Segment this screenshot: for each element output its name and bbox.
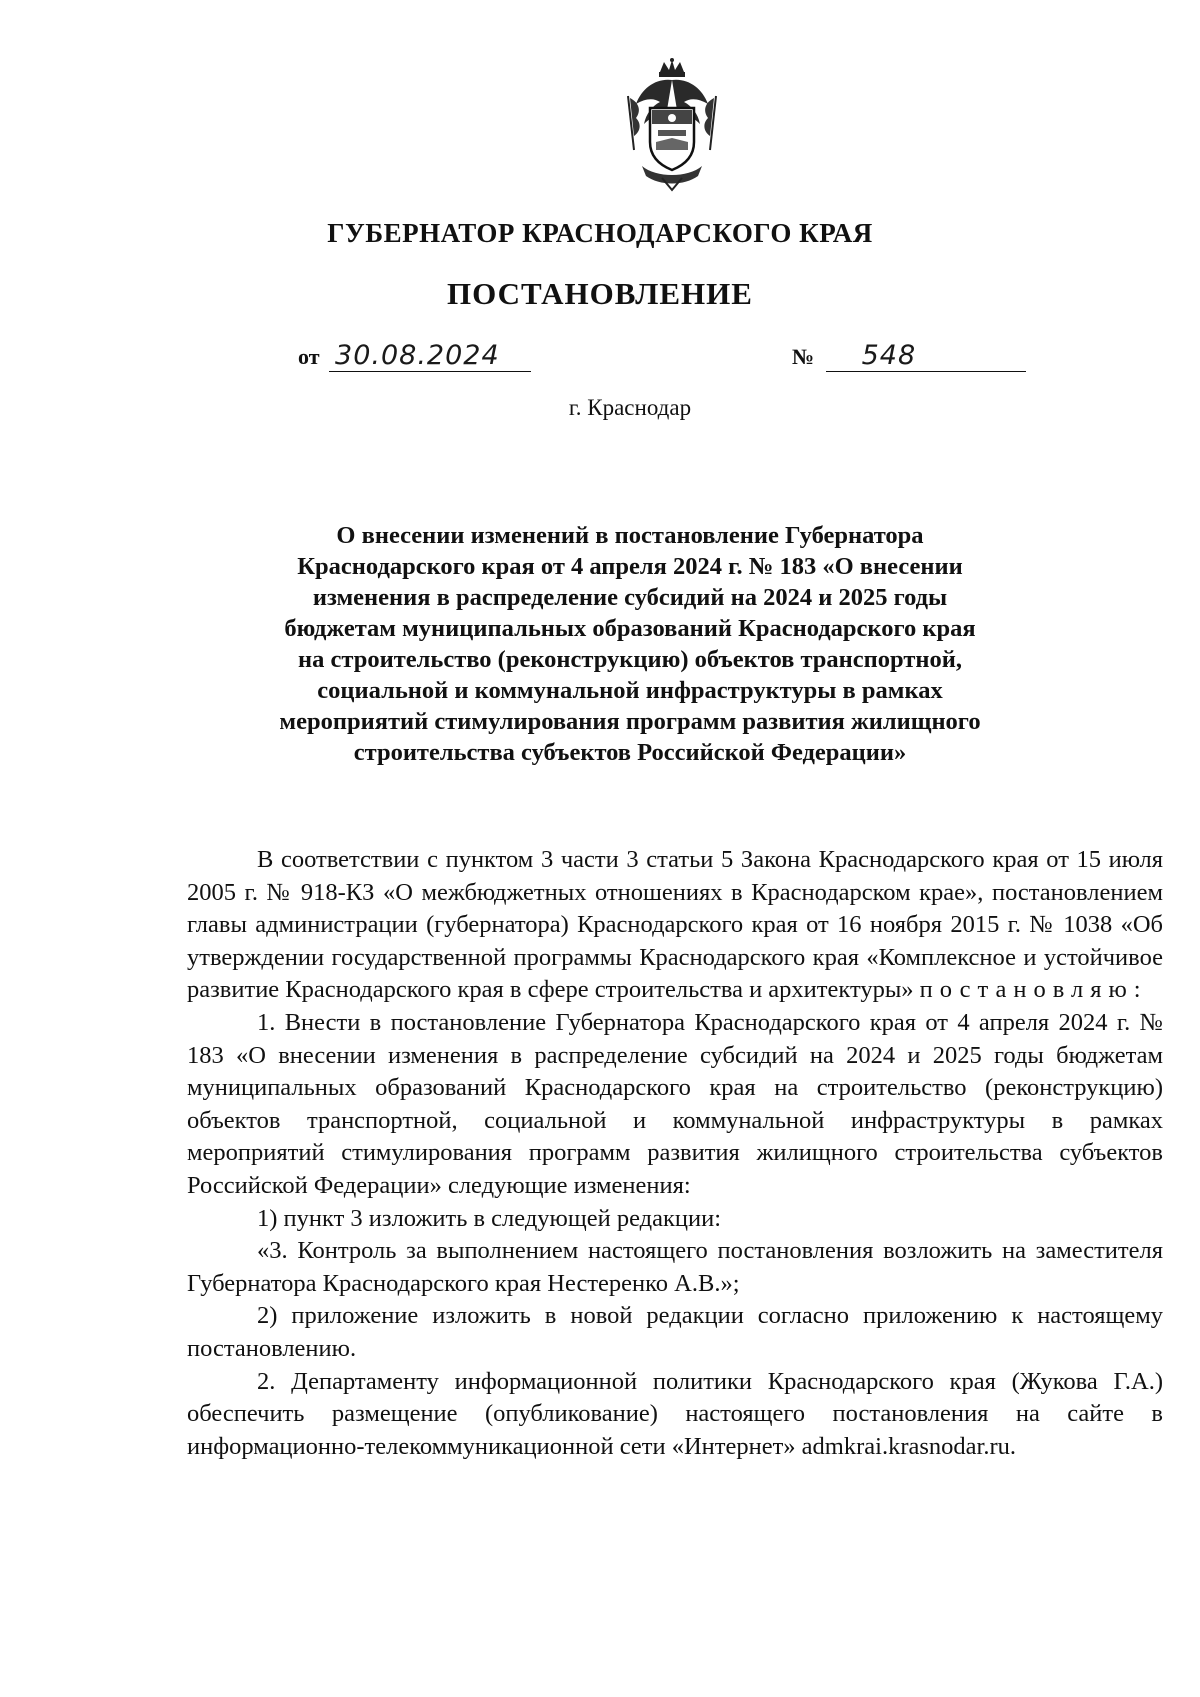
item-1-2-paragraph: 2) приложение изложить в новой редакции согласно приложению к настоящему постановлению. <box>187 1302 1163 1362</box>
date-value: 30.08.2024 <box>329 340 531 372</box>
title-line: бюджетам муниципальных образований Краснодарского края <box>284 615 976 642</box>
number-prefix: № <box>792 344 815 369</box>
number-value: 548 <box>826 340 1026 372</box>
item-1-1-paragraph: 1) пункт 3 изложить в следующей редакции: <box>257 1204 722 1232</box>
document-body <box>187 844 1163 1463</box>
title-line: социальной и коммунальной инфраструктуры в рамках <box>317 677 943 704</box>
title-line: строительства субъектов Российской Федерации» <box>353 739 907 766</box>
date-line <box>298 340 531 372</box>
title-line: Краснодарского края от 4 апреля 2024 г. № 183 «О внесении <box>297 553 963 580</box>
title-line: О внесении изменений в постановление Губернатора <box>336 522 924 549</box>
item-1-paragraph: 1. Внести в постановление Губернатора Краснодарского края от 4 апреля 2024 г. № 183 «О внесении изменения в распределение субсидий на 2024 и 2025 годы бюджетам муниципальных образований Краснодарского края на строительство (реконструкцию) объектов транспортной, социальной и коммунальной инфраструктуры в рамках мероприятий стимулирования программ развития жилищного строительства субъектов Российской Федерации» следующие изменения: <box>187 1008 1163 1199</box>
title-line: на строительство (реконструкцию) объектов транспортной, <box>298 646 962 673</box>
title-line: изменения в распределение субсидий на 2024 и 2025 годы <box>312 584 948 611</box>
krasnodar-krai-coat-of-arms-icon <box>612 58 732 193</box>
authority-heading: ГУБЕРНАТОР КРАСНОДАРСКОГО КРАЯ <box>327 218 873 248</box>
item-1-1-text-paragraph: «3. Контроль за выполнением настоящего постановления возложить на заместителя Губернатора Краснодарского края Нестеренко А.В.»; <box>187 1237 1163 1297</box>
resolve-word: постановляю: <box>919 976 1148 1004</box>
item-2-paragraph: 2. Департаменту информационной политики Краснодарского края (Жукова Г.А.) обеспечить размещение (опубликование) настоящего постановления на сайте в информационно-телекоммуникационной сети «Интернет» admkrai.krasnodar.ru. <box>187 1367 1163 1460</box>
title-line: мероприятий стимулирования программ развития жилищного <box>279 708 981 735</box>
preamble-paragraph <box>187 844 1163 1007</box>
number-line <box>792 340 1026 372</box>
city-line: г. Краснодар <box>568 395 692 420</box>
preamble-text: В соответствии с пунктом 3 части 3 статьи 5 Закона Краснодарского края от 15 июля 2005 г. № 918-КЗ «О межбюджетных отношениях в Краснодарском крае», постановлением главы администрации (губернатора) Краснодарского края от 16 ноября 2015 г. № 1038 «Об утверждении государственной программы Краснодарского края «Комплексное и устойчивое развитие Краснодарского края в сфере строительства и архитектуры» <box>187 846 1163 1004</box>
document-type-heading: ПОСТАНОВЛЕНИЕ <box>447 276 753 311</box>
date-prefix: от <box>298 344 320 369</box>
document-title <box>210 520 1050 768</box>
